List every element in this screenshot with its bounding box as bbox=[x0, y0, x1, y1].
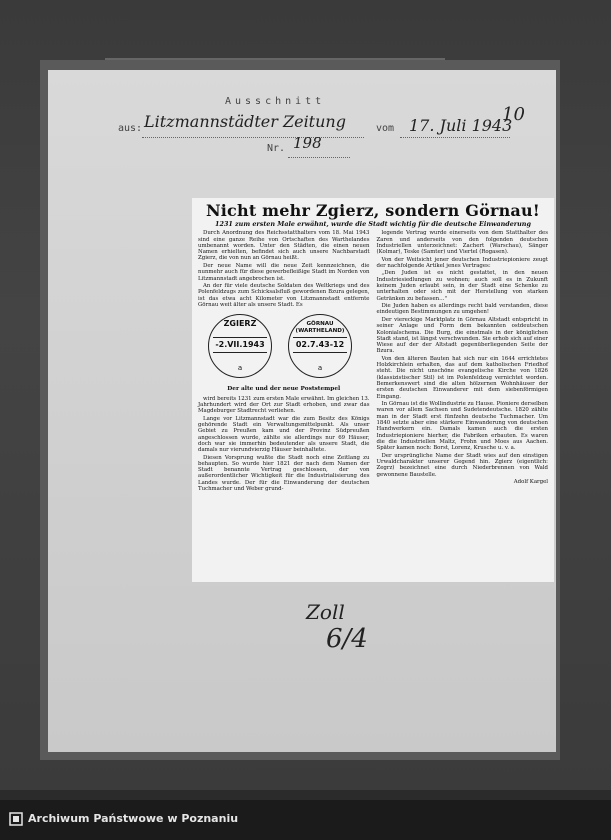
aus-label: aus: bbox=[118, 123, 143, 134]
paragraph: Der viereckige Marktplatz in Görnau Altstadt entspricht in seiner Anlage und Form dem bekannten ostdeutschen Kolonialschema. Die Burg, die einstmals in der königlichen Stadt stand, ist längst verschwunden. Sie erhob sich auf einer Wiese auf der der Altstadt gegenüberliegenden Seite der Bzura. bbox=[376, 316, 548, 355]
postmark-date: -2.VII.1943 bbox=[213, 337, 267, 353]
handwritten-newspaper-name: Litzmannstädter Zeitung bbox=[144, 112, 346, 131]
vom-label: vom bbox=[376, 123, 395, 134]
article-author: Adolf Kargel bbox=[513, 479, 548, 486]
postmark-letter: a bbox=[317, 363, 323, 372]
article-headline: Nicht mehr Zgierz, sondern Görnau! bbox=[205, 201, 541, 220]
archive-footer-bar bbox=[0, 800, 611, 840]
article-subheadline: 1231 zum ersten Male erwähnt, wurde die Stadt wichtig für die deutsche Einwanderung bbox=[215, 220, 531, 228]
paragraph: Der ursprüngliche Name der Stadt wies auf den einstigen Urwaldcharakter unserer Gegend hin. Zgierz (eigentlich: Zegrz) bezeichnet eine durch Niederbrennen von Wald gewonnene Baustelle. bbox=[376, 452, 548, 478]
postmark-images bbox=[198, 310, 370, 384]
handwritten-annotation-zoll: Zoll bbox=[306, 600, 345, 624]
handwritten-date: 17. Juli 1943 bbox=[409, 116, 513, 135]
clipping-title: Ausschnitt bbox=[225, 96, 326, 107]
paragraph: Der neue Name will die neue Zeit kennzeichnen, die nunmehr auch für diese gewerbefleißige Stadt im Norden von Litzmannstadt angebrochen ist. bbox=[198, 262, 370, 282]
article-columns bbox=[198, 230, 548, 493]
postmark-date: 02.7.43-12 bbox=[293, 337, 347, 353]
article-column-left bbox=[198, 230, 370, 493]
postmark-town: GÖRNAU (WARTHELAND) bbox=[295, 321, 345, 334]
newspaper-clipping bbox=[192, 198, 554, 582]
paragraph: legende Vertrag wurde einerseits von dem Statthalter des Zaren und anderseits von den folgenden deutschen Industriellen unterzeichnet: Zachert (Warschau), Sänger (Kolmar), Teske (Samter) und Viertel (Rogasen). bbox=[376, 230, 548, 256]
postmark-goernau bbox=[288, 314, 352, 378]
nr-label: Nr. bbox=[267, 143, 286, 154]
aus-dotted-line bbox=[142, 137, 364, 138]
nr-dotted-line bbox=[288, 157, 350, 158]
vom-dotted-line bbox=[400, 137, 510, 138]
paragraph: An der für viele deutsche Soldaten des Weltkriegs und des Polenfeldzugs zum Schicksalsfluß gewordenen Bzura gelegen, ist das etwa acht Kilometer von Litzmannstadt entfernte Görnau weit älter als unsere Stadt. Es bbox=[198, 283, 370, 308]
paragraph: „Den Juden ist es nicht gestattet, in den neuen Industriesiedlungen zu wohnen; auch soll es in Zukunft keinem Juden erlaubt sein, in der Stadt eine Schenke zu unterhalten oder sich mit der Herstellung von starken Getränken zu befassen…" bbox=[376, 270, 548, 302]
paragraph: Von der Weitsicht jener deutschen Industriepioniere zeugt der nachfolgende Artikel jenes Vertrages: bbox=[376, 256, 548, 269]
postmark-zgierz bbox=[208, 314, 272, 378]
paragraph: Durch Anordnung des Reichsstatthalters vom 18. Mai 1943 sind eine ganze Reihe von Ortschaften des Warthelandes umbenannt worden. Unter den Städten, die einen neuen Namen erhielten, befindet sich auch unsere Nachbarstadt Zgierz, die von nun an Görnau heißt. bbox=[198, 230, 370, 262]
article-column-right bbox=[377, 230, 549, 493]
paragraph: Von den älteren Bauten hat sich nur ein 1644 errichtetes Holzkirchlein erhalten, das auf dem katholischen Friedhof steht. Die nicht unschöne evangelische Kirche von 1826 (klassizistischer Stil) ist im Polenfeldzug vernichtet worden. Bemerkenswert sind die alten hölzernen Wohnhäuser der ersten deutschen Einwanderer mit dem siebenförmigen Eingang. bbox=[376, 355, 548, 400]
paragraph: wird bereits 1231 zum ersten Male erwähnt. Im gleichen 13. Jahrhundert wird der Ort zur Stadt erhoben, und zwar das Magdeburger Stadtrecht verliehen. bbox=[198, 395, 370, 415]
handwritten-annotation-number: 6/4 bbox=[326, 624, 368, 654]
paragraph: Lange vor Litzmannstadt war die zum Besitz des Königs gehörende Stadt ein Verwaltungsmittelpunkt. Als unser Gebiet zu Preußen kam und der Provinz Südpreußen angeschlossen wurde, zählte sie allerdings nur 69 Häuser, doch war sie immerhin bedeutender als unsere Stadt, die damals nur vierundvierzig Häuser beinhaltete. bbox=[198, 415, 370, 454]
postmark-letter: a bbox=[237, 363, 243, 372]
handwritten-page-number: 10 bbox=[502, 104, 525, 125]
paragraph: Die Juden haben es allerdings recht bald verstanden, diese eindeutigen Bestimmungen zu umgehen! bbox=[376, 303, 548, 316]
archive-name: Archiwum Państwowe w Poznaniu bbox=[28, 812, 239, 825]
paragraph: In Görnau ist die Wollindustrie zu Hause. Pioniere derselben waren vor allem Sachsen und Sudetendeutsche. 1820 zählte man in der Stadt erst fünfzehn deutsche Tuchmacher. Um 1840 setzte aber eine stärkere Einwanderung von deutschen Handwerkern ein. Damals kamen auch die ersten Industriepioniere hierher, die Fabriken erbauten. Es waren die die Industriellen Maltz, Frohn und Moes aus Aachen. Später kamen noch: Borst, Lorenz, Krusche u. v. a. bbox=[376, 401, 548, 452]
handwritten-issue-number: 198 bbox=[293, 134, 322, 152]
paragraph: Diesen Vorsprung wußte die Stadt noch eine Zeitlang zu behaupten. So wurde hier 1821 der nach dem Namen der Stadt benannte Vertrag geschlossen, der von außerordentlicher Wichtigkeit für die Industrialisierung des Landes wurde. Der für die Einwanderung der deutschen Tuchmacher und Weber grund- bbox=[198, 454, 370, 493]
postmark-caption: Der alte und der neue Poststempel bbox=[227, 386, 341, 393]
archive-logo-icon bbox=[9, 812, 23, 826]
postmark-town: ZGIERZ bbox=[223, 319, 257, 329]
